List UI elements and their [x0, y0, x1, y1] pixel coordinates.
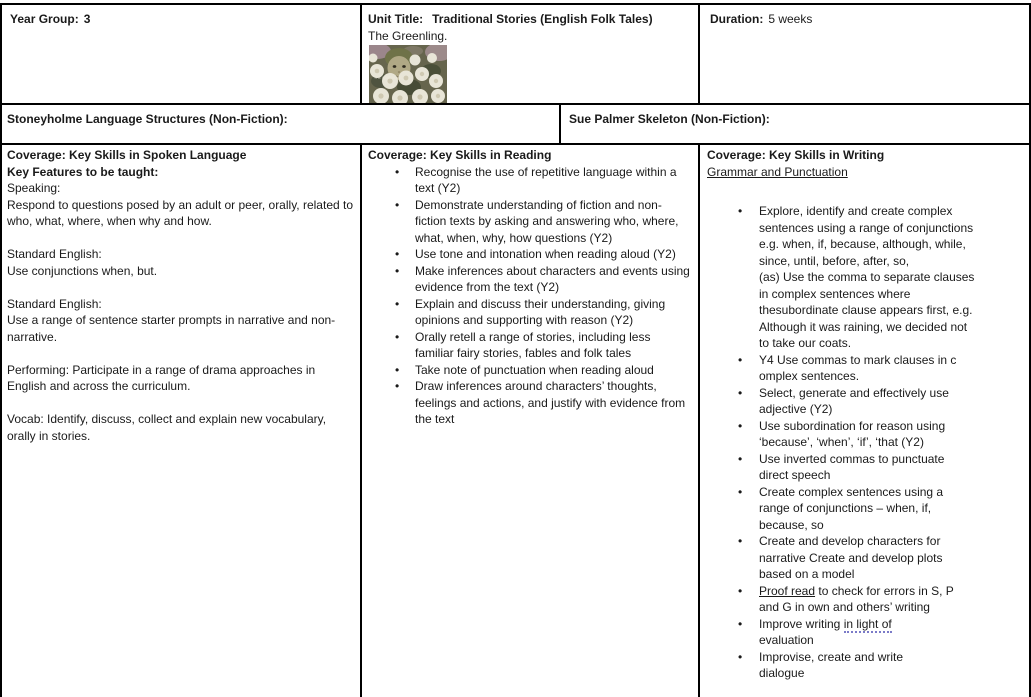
bullet-text: [759, 419, 945, 450]
bullet-item: [700, 649, 1029, 682]
bullet-icon: •: [738, 385, 743, 400]
bullet-text: [759, 617, 892, 648]
bullet-text: Demonstrate understanding of fiction and non-fiction texts by asking and answering who, where, what, when, why, how questions (Y2): [415, 197, 679, 245]
paragraph: Standard English:: [7, 296, 102, 311]
text-run: Y4 Use commas to mark clauses in c omplex sentences.: [759, 352, 957, 383]
paragraph-spacer: [7, 230, 357, 247]
bullet-item: [700, 484, 1029, 534]
bullet-icon: •: [738, 418, 743, 433]
unit-title-cell: [362, 5, 700, 103]
bullet-icon: •: [395, 379, 400, 393]
header-row: [2, 5, 1029, 105]
paragraph-spacer: [7, 345, 357, 362]
bullet-item: [700, 533, 1029, 583]
reading-bullet-list: [362, 164, 698, 428]
bullet-icon: •: [395, 197, 400, 212]
bullet-text: [759, 650, 903, 681]
bullet-text: [759, 534, 942, 581]
paragraph: Standard English:: [7, 247, 102, 261]
unit-title-value: Traditional Stories (English Folk Tales): [432, 12, 653, 26]
reading-heading: Coverage: Key Skills in Reading: [368, 148, 552, 162]
bullet-item: [362, 378, 698, 428]
key-features-subheading: Key Features to be taught:: [7, 164, 159, 179]
sue-palmer-skeleton-cell: Sue Palmer Skeleton (Non-Fiction):: [569, 112, 770, 126]
text-run: dialogue: [759, 666, 805, 680]
bullet-icon: •: [738, 204, 743, 218]
bullet-item: [700, 203, 1029, 352]
paragraph: Use conjunctions when, but.: [7, 263, 158, 278]
grammar-punctuation-label: Grammar and Punctuation: [707, 164, 848, 179]
duration-value: 5 weeks: [768, 12, 813, 26]
bullet-item: [362, 263, 698, 296]
bullet-icon: •: [395, 263, 400, 278]
unit-title-line: [368, 11, 692, 28]
svg-text:THE GREENLING: THE GREENLING: [374, 76, 403, 80]
bullet-text: Draw inferences around characters’ thoughts, feelings and actions, and justify with evidence from the text: [415, 379, 686, 426]
underlined-text: Proof read: [759, 583, 816, 598]
bullet-icon: •: [738, 484, 743, 499]
reading-column: [362, 145, 700, 697]
paragraph: Speaking:: [7, 181, 61, 195]
paragraph: Vocab: Identify, discuss, collect and explain new vocabulary, orally in stories.: [7, 412, 327, 443]
text-run: Use subordination for reason using ‘because’, ‘when’, ‘if’, ‘that (Y2): [759, 418, 946, 449]
text-run: Select, generate and effectively use adjective (Y2): [759, 385, 949, 416]
bullet-text: [759, 584, 954, 615]
bullet-item: [362, 329, 698, 362]
unit-subtitle: The Greenling.: [368, 28, 448, 43]
year-group-label: Year Group:: [10, 12, 79, 26]
paragraph: Use a range of sentence starter prompts in narrative and non-narrative.: [7, 313, 336, 344]
bullet-icon: •: [395, 296, 400, 311]
structures-row: [2, 105, 1029, 145]
bullet-item: [362, 362, 698, 379]
the-greenling-book-cover-image: [369, 45, 447, 103]
grammar-check-underlined-text: in light of: [843, 616, 892, 631]
bullet-item: [700, 352, 1029, 385]
text-run: Create complex sentences using a range of conjunctions – when, if, because, so: [759, 484, 944, 532]
bullet-icon: •: [738, 616, 743, 631]
writing-heading: Coverage: Key Skills in Writing: [707, 148, 885, 162]
bullet-icon: •: [395, 329, 400, 344]
writing-bullet-list: [700, 203, 1029, 682]
bullet-text: [759, 452, 944, 483]
year-group-cell: [2, 5, 362, 103]
duration-label: Duration:: [710, 12, 764, 26]
spoken-language-column: [2, 145, 362, 697]
year-group-value: 3: [83, 12, 91, 26]
bullet-text: [759, 386, 949, 417]
text-run: Use inverted commas to punctuate direct speech: [759, 451, 945, 482]
bullet-icon: •: [738, 649, 743, 664]
bullet-icon: •: [738, 352, 743, 367]
bullet-icon: •: [395, 247, 400, 261]
bullet-item: [700, 583, 1029, 616]
bullet-icon: •: [395, 164, 400, 179]
bullet-icon: •: [738, 451, 743, 466]
text-run: Improvise, create and write: [759, 649, 904, 664]
paragraph-spacer: [7, 395, 357, 412]
bullet-text: Explain and discuss their understanding, giving opinions and supporting with reason (Y2): [415, 296, 666, 327]
spoken-language-heading: Coverage: Key Skills in Spoken Language: [7, 148, 247, 162]
bullet-text: [759, 204, 974, 350]
bullet-text: Take note of punctuation when reading aloud: [415, 362, 654, 377]
text-run: Explore, identify and create complex sentences using a range of conjunctions e.g. when, if, because, although, while, since, until, before, after, so,: [759, 204, 974, 268]
bullet-item: [700, 616, 1029, 649]
bullet-item: [362, 296, 698, 329]
bullet-text: Orally retell a range of stories, including less familiar fairy stories, fables and folk tales: [415, 329, 651, 360]
bullet-item: [362, 246, 698, 263]
text-run: (as) Use the comma to separate clauses in complex sentences where thesubordinate clause appears first, e.g. Although it was raining, we decided not to take our coats.: [759, 270, 975, 350]
bullet-item: [362, 164, 698, 197]
bullet-text: Recognise the use of repetitive language within a text (Y2): [415, 164, 677, 195]
bullet-item: [700, 451, 1029, 484]
bullet-text: Make inferences about characters and events using evidence from the text (Y2): [415, 263, 690, 294]
bullet-text: Use tone and intonation when reading aloud (Y2): [415, 247, 676, 261]
unit-title-label: Unit Title:: [368, 12, 424, 26]
grammar-punctuation-subheading: [700, 164, 1029, 181]
stoneyholme-structures-cell: Stoneyholme Language Structures (Non-Fiction):: [2, 105, 561, 143]
text-run: Improve writing: [759, 616, 844, 631]
text-run: Create and develop characters for narrative Create and develop plots based on a model: [759, 534, 943, 581]
bullet-item: [700, 385, 1029, 418]
bullet-text: [759, 485, 943, 532]
bullet-icon: •: [395, 362, 400, 377]
bullet-item: [700, 418, 1029, 451]
text-run: to check for errors in S, P and G in own and others’ writing: [759, 583, 954, 614]
paragraph: Respond to questions posed by an adult or peer, orally, related to who, what, where, when why and how.: [7, 197, 354, 228]
writing-column: [700, 145, 1029, 697]
bullet-icon: •: [738, 583, 743, 598]
bullet-text: [759, 353, 956, 384]
bullet-icon: •: [738, 534, 743, 548]
duration-cell: [700, 5, 1029, 103]
spoken-language-paragraphs: [2, 180, 360, 444]
planning-table: [0, 3, 1031, 697]
coverage-row: [2, 145, 1029, 697]
bullet-item: [362, 197, 698, 247]
paragraph: Performing: Participate in a range of drama approaches in English and across the curriculum.: [7, 362, 316, 393]
text-run: evaluation: [759, 633, 814, 647]
paragraph-spacer: [7, 279, 357, 296]
